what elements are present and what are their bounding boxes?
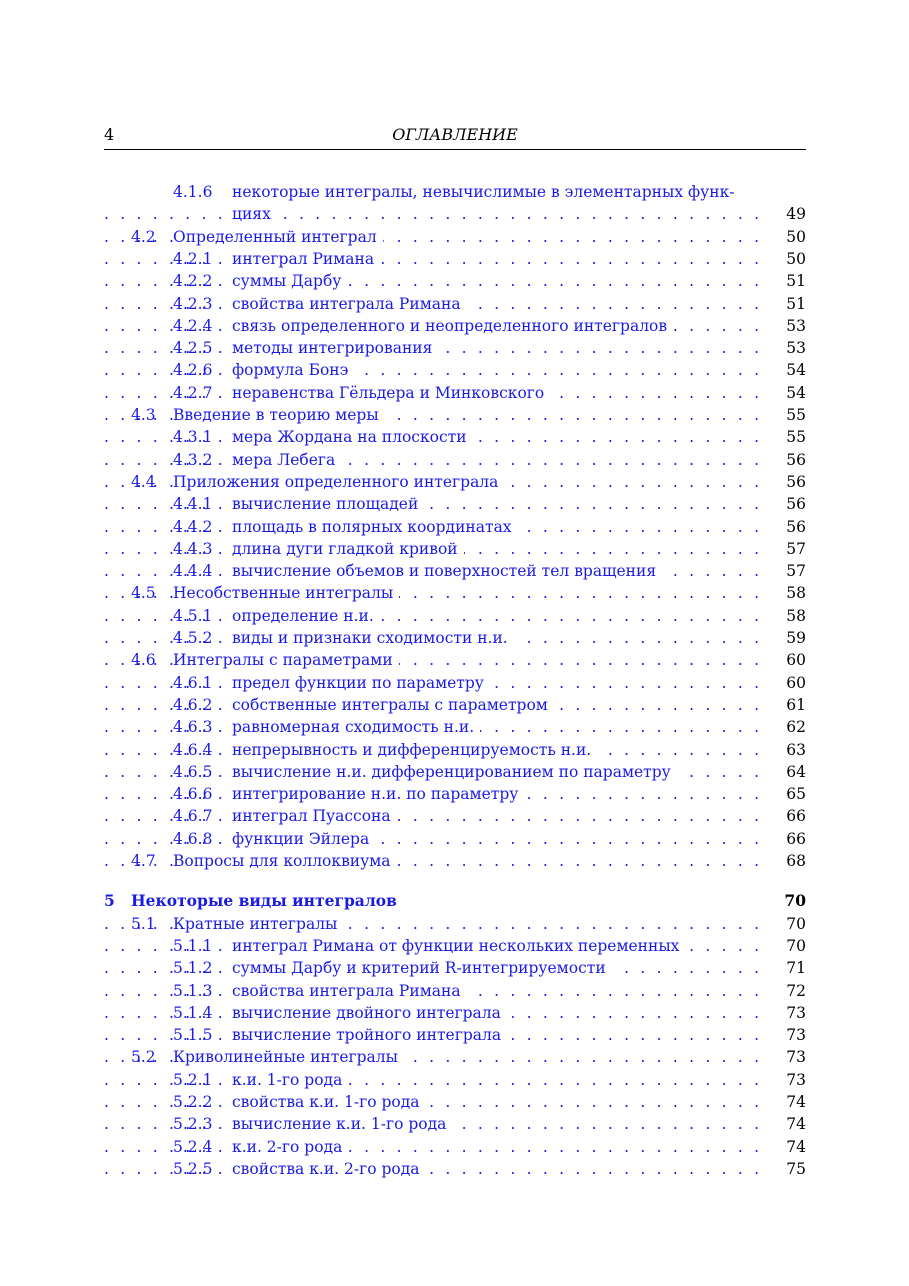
leader-dots (104, 1091, 766, 1113)
toc-title[interactable]: собственные интегралы с параметром (232, 694, 554, 716)
toc-subsection-entry[interactable] (104, 449, 806, 471)
toc-page-number: 74 (786, 1137, 806, 1156)
toc-subsection-entry[interactable] (104, 694, 806, 716)
toc-number[interactable]: 4.6.5 (173, 762, 213, 781)
toc-subsection-entry[interactable] (104, 980, 806, 1002)
toc-number[interactable]: 4.5.2 (173, 629, 213, 647)
toc-title[interactable]: Определенный интеграл (173, 226, 383, 248)
toc-page-number: 59 (786, 629, 806, 647)
toc-page-number: 56 (786, 517, 806, 536)
toc-title[interactable]: вычисление площадей (232, 493, 424, 515)
toc-title[interactable]: к.и. 2-го рода (232, 1136, 348, 1158)
toc-number[interactable]: 4.7 (131, 852, 156, 870)
toc-number[interactable]: 4.2.6 (173, 361, 213, 380)
toc-title[interactable]: Кратные интегралы (173, 913, 343, 935)
toc-number[interactable]: 5.1.4 (173, 1003, 213, 1022)
toc-title[interactable]: циях (232, 203, 277, 225)
toc-page-number: 50 (786, 227, 806, 246)
toc-number[interactable]: 5.2.3 (173, 1115, 213, 1134)
toc-page-number: 54 (786, 383, 806, 402)
toc-page-number: 51 (786, 294, 806, 313)
toc-title[interactable]: непрерывность и дифференцируемость н.и. (232, 739, 597, 761)
leader-dots (104, 805, 766, 827)
leader-dots (104, 1158, 766, 1180)
toc-subsection-entry[interactable] (104, 516, 806, 538)
toc-subsection-entry[interactable] (104, 426, 806, 448)
toc-number[interactable]: 5.1.2 (173, 959, 213, 978)
toc-page-number: 66 (786, 807, 806, 826)
toc-title[interactable]: свойства интеграла Римана (232, 980, 467, 1002)
toc-subsection-entry[interactable] (104, 248, 806, 270)
toc-number[interactable]: 5.1.3 (173, 981, 213, 1000)
toc-subsection-entry[interactable] (104, 761, 806, 783)
toc-page-number: 73 (786, 1070, 806, 1089)
page-title: ОГЛАВЛЕНИЕ (392, 125, 518, 144)
toc-title[interactable]: формула Бонэ (232, 359, 354, 381)
page-number: 4 (104, 125, 115, 144)
toc-number[interactable]: 4.5 (131, 584, 156, 603)
toc-subsection-entry[interactable] (104, 560, 806, 582)
toc-title[interactable]: функции Эйлера (232, 828, 375, 850)
toc-number[interactable]: 4.6.4 (173, 740, 213, 759)
toc-subsection-entry[interactable] (104, 1158, 806, 1180)
toc-title[interactable]: свойства к.и. 1-го рода (232, 1091, 426, 1113)
toc-title[interactable]: равномерная сходимость н.и. (232, 716, 480, 738)
toc-section-entry[interactable] (104, 404, 806, 426)
toc-page-number: 65 (786, 785, 806, 804)
toc-page-number: 71 (786, 959, 806, 978)
toc-page-number: 56 (786, 495, 806, 514)
toc-number[interactable]: 5.2.4 (173, 1137, 213, 1156)
toc-number[interactable]: 4.2.1 (173, 249, 213, 268)
toc-subsection-entry[interactable] (104, 935, 806, 957)
toc-number[interactable]: 4.2.7 (173, 383, 213, 402)
toc-page-number: 58 (786, 606, 806, 625)
toc-number[interactable]: 4.2.2 (173, 272, 213, 291)
toc-page-number: 72 (786, 981, 806, 1000)
toc-page-number: 73 (786, 1026, 806, 1045)
toc-title[interactable]: некоторые интегралы, невычислимые в элементарных функ- (232, 181, 741, 203)
toc-number[interactable]: 4.6.2 (173, 695, 213, 714)
leader-dots (104, 1136, 766, 1158)
toc-number[interactable]: 4.4 (131, 472, 156, 491)
toc-page-number: 57 (786, 562, 806, 581)
toc-title[interactable]: суммы Дарбу и критерий R-интегрируемости (232, 957, 612, 979)
toc-page-number: 61 (786, 695, 806, 714)
toc-title[interactable]: интеграл Римана от функции нескольких переменных (232, 935, 685, 957)
toc-page-number: 66 (786, 829, 806, 848)
toc-title[interactable]: длина дуги гладкой кривой (232, 538, 464, 560)
leader-dots (104, 359, 766, 381)
toc-number[interactable]: 4.1.6 (173, 183, 213, 201)
toc-number[interactable]: 5.2 (131, 1048, 156, 1067)
toc-page-number: 56 (786, 450, 806, 469)
toc-title[interactable]: неравенства Гёльдера и Минковского (232, 382, 550, 404)
toc-page-number: 55 (786, 406, 806, 424)
toc-page-number: 58 (786, 584, 806, 603)
toc-page-number: 70 (784, 891, 806, 911)
toc-title[interactable]: Вопросы для коллоквиума (173, 850, 397, 872)
toc-title[interactable]: мера Лебега (232, 449, 341, 471)
toc-number[interactable]: 4.5.1 (173, 606, 213, 625)
toc-subsection-entry[interactable] (104, 957, 806, 979)
toc-subsection-entry[interactable] (104, 1113, 806, 1135)
leader-dots (104, 1069, 766, 1091)
toc-number[interactable]: 5.1.1 (173, 936, 213, 955)
toc-page-number: 74 (786, 1115, 806, 1134)
header-rule (104, 149, 806, 150)
toc-number[interactable]: 4.3 (131, 406, 156, 424)
toc-page-number: 64 (786, 762, 806, 781)
toc-page-number: 53 (786, 316, 806, 335)
toc-title[interactable]: интеграл Пуассона (232, 805, 397, 827)
toc-page-number: 53 (786, 339, 806, 358)
toc-title[interactable]: свойства интеграла Римана (232, 293, 467, 315)
toc-page-number: 55 (786, 428, 806, 447)
toc-page-number: 50 (786, 249, 806, 268)
toc-number[interactable]: 4.6.7 (173, 807, 213, 826)
toc-title[interactable]: вычисление к.и. 1-го рода (232, 1113, 452, 1135)
toc-title[interactable]: мера Жордана на плоскости (232, 426, 473, 448)
toc-page-number: 70 (786, 936, 806, 955)
toc-section-entry[interactable] (104, 913, 806, 935)
toc-number[interactable]: 5.1 (131, 914, 156, 933)
toc-number[interactable]: 4.4.1 (173, 495, 213, 514)
toc-number[interactable]: 4.6 (131, 651, 156, 670)
toc-number[interactable]: 4.4.2 (173, 517, 213, 536)
toc-number[interactable]: 4.4.4 (173, 562, 213, 581)
toc-page-number: 49 (786, 205, 806, 224)
toc-title[interactable]: Приложения определенного интеграла (173, 471, 504, 493)
running-header (104, 125, 806, 147)
toc-page-number: 73 (786, 1048, 806, 1067)
leader-dots (104, 449, 766, 471)
toc-title[interactable]: к.и. 1-го рода (232, 1069, 348, 1091)
toc-page-number: 62 (786, 718, 806, 737)
toc-subsection-entry[interactable] (104, 1136, 806, 1158)
toc-title[interactable]: вычисление объемов и поверхностей тел вращения (232, 560, 662, 582)
toc-subsection-entry[interactable] (104, 1091, 806, 1113)
toc-subsection-entry[interactable] (104, 1069, 806, 1091)
toc-page-number: 70 (786, 914, 806, 933)
leader-dots (104, 493, 766, 515)
toc-number[interactable]: 4.2 (131, 227, 156, 246)
toc-number[interactable]: 4.2.3 (173, 294, 213, 313)
toc-number[interactable]: 4.4.3 (173, 539, 213, 558)
toc-title[interactable]: вычисление тройного интеграла (232, 1024, 507, 1046)
toc-number[interactable]: 5.2.2 (173, 1093, 213, 1111)
toc-number[interactable]: 4.6.3 (173, 718, 213, 737)
toc-subsection-entry[interactable] (104, 293, 806, 315)
toc-section-entry[interactable] (104, 226, 806, 248)
toc-title[interactable]: площадь в полярных координатах (232, 516, 518, 538)
toc-section-entry[interactable] (104, 1046, 806, 1068)
toc-subsection-entry[interactable] (104, 493, 806, 515)
toc-title[interactable]: Несобственные интегралы (173, 582, 399, 604)
toc-title[interactable]: виды и признаки сходимости н.и. (232, 627, 514, 649)
toc-number[interactable]: 4.6.1 (173, 673, 213, 692)
leader-dots (104, 203, 766, 225)
toc-number[interactable]: 4.6.6 (173, 785, 213, 804)
toc-section-entry[interactable] (104, 850, 806, 872)
toc-subsection-entry[interactable] (104, 672, 806, 694)
toc-subsection-entry[interactable] (104, 783, 806, 805)
toc-number[interactable]: 5 (104, 891, 115, 911)
toc-title[interactable]: свойства к.и. 2-го рода (232, 1158, 426, 1180)
toc-title[interactable]: методы интегрирования (232, 337, 438, 359)
toc-number[interactable]: 4.6.8 (173, 829, 213, 848)
toc-number[interactable]: 4.2.4 (173, 316, 213, 335)
toc-subsection-entry[interactable] (104, 805, 806, 827)
toc-number[interactable]: 5.2.1 (173, 1070, 213, 1089)
toc-section-entry[interactable] (104, 582, 806, 604)
toc-number[interactable]: 4.3.1 (173, 428, 213, 447)
toc-page-number: 56 (786, 472, 806, 491)
toc-number[interactable]: 5.2.5 (173, 1159, 213, 1178)
toc-title[interactable]: интеграл Римана (232, 248, 380, 270)
toc-title[interactable]: вычисление двойного интеграла (232, 1002, 507, 1024)
leader-dots (104, 605, 766, 627)
leader-dots (104, 270, 766, 292)
toc-subsection-entry[interactable] (104, 337, 806, 359)
toc-subsection-entry[interactable] (104, 1002, 806, 1024)
toc-subsection-entry[interactable] (104, 315, 806, 337)
toc-title[interactable]: вычисление н.и. дифференцированием по параметру (232, 761, 677, 783)
leader-dots (104, 248, 766, 270)
toc-chapter-entry[interactable] (104, 890, 806, 912)
toc-subsection-entry[interactable] (104, 359, 806, 381)
toc-page-number: 54 (786, 361, 806, 380)
toc-page-number: 75 (786, 1159, 806, 1178)
toc-subsection-entry[interactable] (104, 1024, 806, 1046)
toc-title[interactable]: определение н.и. (232, 605, 380, 627)
toc-subsection-entry[interactable] (104, 203, 806, 225)
toc-title[interactable]: интегрирование н.и. по параметру (232, 783, 524, 805)
toc-subsection-entry[interactable] (104, 382, 806, 404)
toc-subsection-entry[interactable] (104, 538, 806, 560)
toc-page-number: 73 (786, 1003, 806, 1022)
toc-number[interactable]: 5.1.5 (173, 1026, 213, 1045)
toc-subsection-entry[interactable] (104, 739, 806, 761)
toc-page-number: 74 (786, 1093, 806, 1111)
toc-subsection-entry[interactable] (104, 181, 806, 203)
toc-section-entry[interactable] (104, 649, 806, 671)
toc-title[interactable]: Интегралы с параметрами (173, 649, 399, 671)
toc-page-number: 51 (786, 272, 806, 291)
toc-subsection-entry[interactable] (104, 828, 806, 850)
toc-title[interactable]: предел функции по параметру (232, 672, 490, 694)
toc-subsection-entry[interactable] (104, 716, 806, 738)
toc-title[interactable]: Некоторые виды интегралов (131, 890, 403, 912)
leader-dots (104, 828, 766, 850)
toc-subsection-entry[interactable] (104, 270, 806, 292)
toc-title[interactable]: Введение в теорию меры (173, 404, 385, 426)
toc-subsection-entry[interactable] (104, 605, 806, 627)
toc-title[interactable]: суммы Дарбу (232, 270, 347, 292)
toc-page-number: 63 (786, 740, 806, 759)
toc-title[interactable]: Криволинейные интегралы (173, 1046, 404, 1068)
toc-page-number: 60 (786, 673, 806, 692)
toc-page-number: 57 (786, 539, 806, 558)
toc-subsection-entry[interactable] (104, 627, 806, 649)
toc-page-number: 68 (786, 852, 806, 870)
toc-number[interactable]: 4.2.5 (173, 339, 213, 358)
toc-title[interactable]: связь определенного и неопределенного интегралов (232, 315, 673, 337)
toc-page-number: 60 (786, 651, 806, 670)
toc-section-entry[interactable] (104, 471, 806, 493)
toc-number[interactable]: 4.3.2 (173, 450, 213, 469)
